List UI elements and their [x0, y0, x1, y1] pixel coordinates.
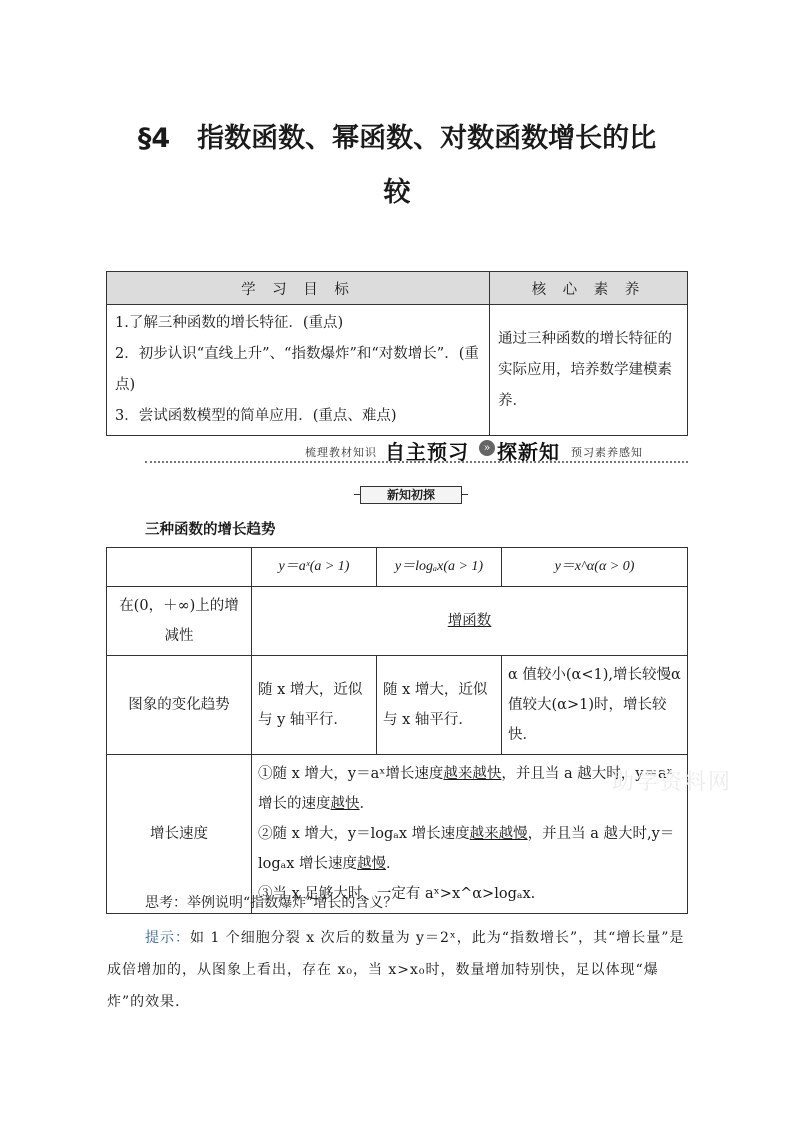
header-logarithmic: y＝logₐx(a > 1) — [377, 548, 502, 587]
hint-label: 提示： — [145, 930, 190, 946]
goal-item: 1.了解三种函数的增长特征．(重点) — [115, 315, 344, 331]
speed-item-1: ①随 x 增大，y＝aˣ增长速度越来越快，并且当 a 越大时，y＝aˣ增长的速度越快． — [258, 766, 673, 812]
goals-list — [107, 305, 490, 436]
trend-exponential: 随 x 增大，近似与 y 轴平行． — [252, 656, 377, 755]
goals-table — [106, 271, 688, 436]
page-title-line1: §4 指数函数、幂函数、对数函数增长的比 — [137, 123, 657, 154]
section-tag: 新知初探 — [360, 486, 462, 504]
hint-text: 如 1 个细胞分裂 x 次后的数量为 y＝2ˣ，此为“指数增长”，其“增长量”是成倍增加的，从图象上看出，存在 x₀，当 x>x₀时，数量增加特别快，足以体现“爆炸”的效果． — [107, 930, 685, 1010]
goal-item: 3．尝试函数模型的简单应用．(重点、难点) — [115, 408, 397, 424]
trend-logarithmic: 随 x 增大，近似与 x 轴平行． — [377, 656, 502, 755]
row-label-trend: 图象的变化趋势 — [107, 656, 252, 755]
banner-title-left: 自主预习 — [385, 440, 469, 464]
row-label-speed: 增长速度 — [107, 755, 252, 914]
header-power: y＝x^α(α > 0) — [502, 548, 688, 587]
banner-left-caption: 梳理教材知识 — [305, 446, 377, 459]
watermark: 助学资料网 — [612, 770, 733, 795]
speed-item-2: ②随 x 增大，y＝logₐx 增长速度越来越慢，并且当 a 越大时,y＝logₐx 增长速度越慢． — [258, 826, 675, 872]
row-label-monotonicity: 在(0，＋∞)上的增减性 — [107, 587, 252, 656]
section-banner — [145, 436, 688, 466]
header-empty — [107, 548, 252, 587]
monotonicity-value — [252, 587, 688, 656]
banner-divider — [145, 461, 688, 463]
monotonicity-text: 增函数 — [447, 613, 492, 629]
literacy-text: 通过三种函数的增长特征的实际应用，培养数学建模素养． — [490, 305, 688, 436]
header-exponential: y＝aˣ(a > 1) — [252, 548, 377, 587]
comparison-table — [106, 547, 688, 914]
think-question: 思考：举例说明“指数爆炸”增长的含义？ — [145, 895, 398, 911]
speed-item-3: ③当 x 足够大时，一定有 aˣ>x^α>logₐx. — [258, 886, 536, 902]
goals-header: 学 习 目 标 — [107, 272, 490, 305]
literacy-header: 核 心 素 养 — [490, 272, 688, 305]
page-title-line2: 较 — [383, 177, 411, 208]
trend-power: α 值较小(α<1),增长较慢α 值较大(α>1)时，增长较快． — [502, 656, 688, 755]
subheading: 三种函数的增长趋势 — [145, 522, 276, 538]
banner-right-caption: 预习素养感知 — [571, 446, 643, 459]
hint-paragraph — [107, 922, 687, 1018]
banner-arrow-icon: » — [479, 440, 495, 456]
goal-item: 2．初步认识“直线上升”、“指数爆炸”和“对数增长”．(重点) — [115, 346, 479, 393]
banner-title-right: 探新知 — [497, 440, 560, 464]
